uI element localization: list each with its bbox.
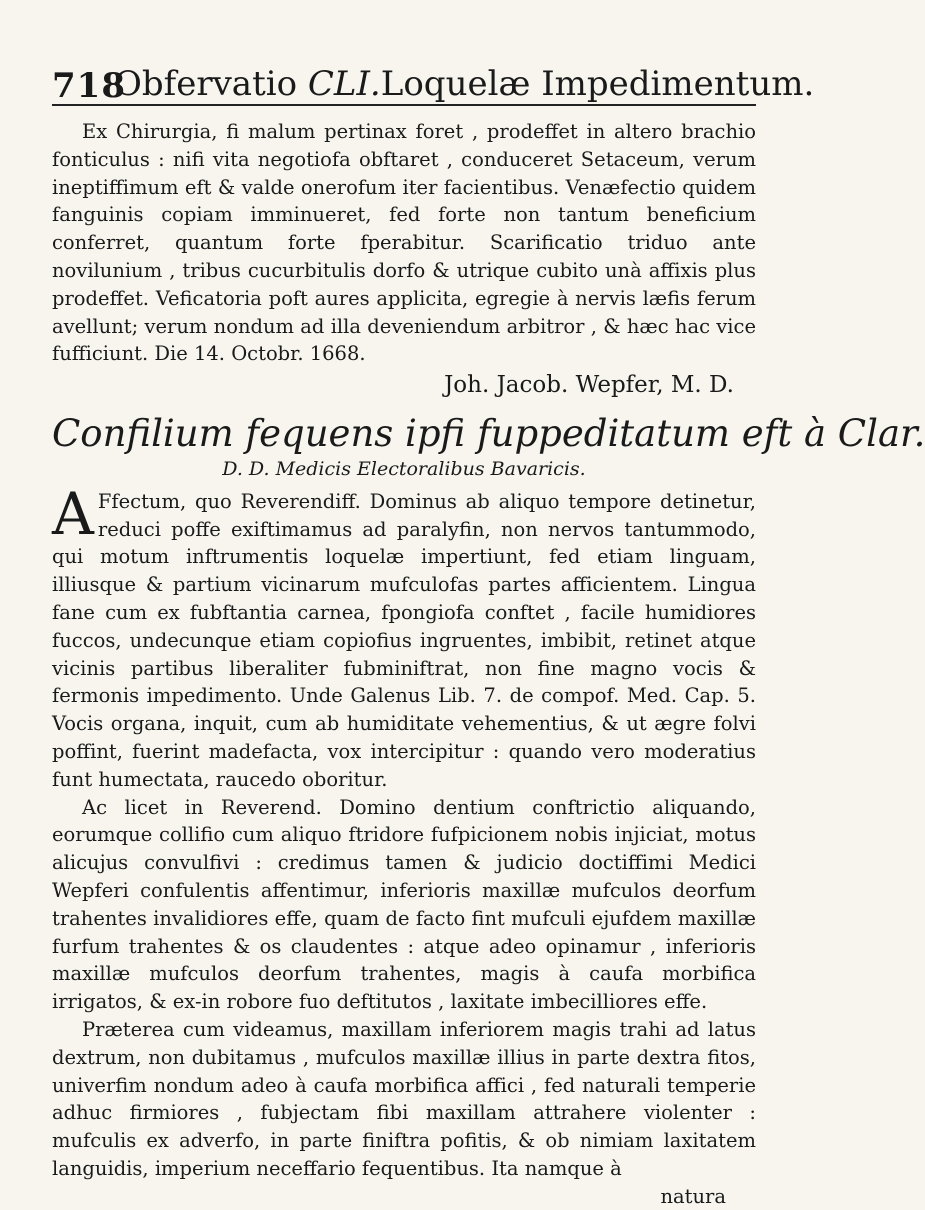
drop-cap: A [52, 479, 94, 548]
section-subtitle: D. D. Medicis Electoralibus Bavaricis. [222, 457, 586, 480]
paragraph-ac-licet: Ac licet in Reverend. Domino dentium conftrictio aliquando, eorumque collifio cum aliquo ftridore fufpicionem nobis injiciat, motus alicujus convulfivi : credimus tamen & judicio doctiffimi Medici Wepferi confulentis affentimur, inferioris maxillæ mufculos deorfum trahentes invalidiores effe, quam de facto fint mufculi ejufdem maxillæ furfum trahentes & os claudentes : atque adeo opinamur , inferioris maxillæ mufculos deorfum trahentes, magis à caufa morbifica irrigatos, & ex-in robore fuo deftitutos , laxitate imbecilliores effe. [52, 795, 756, 1014]
main-text [52, 118, 925, 1210]
running-title [114, 64, 814, 104]
title-prefix: Obfervatio [114, 64, 298, 104]
page-number: 718 [52, 66, 126, 106]
paragraph-affectum-text: Ffectum, quo Reverendiff. Dominus ab aliquo tempore detinetur, reduci poffe exiftimamus ad paralyfin, non nervos tantummodo, qui motum inftrumentis loquelæ impertiunt, fed etiam linguam, illiusque & partium vicinarum mufculofas partes afficientem. Lingua fane cum ex fubftantia carnea, fpongiofa conftet , facile humidiores fuccos, undecunque etiam copiofius ingruentes, imbibit, retinet atque vicinis partibus liberaliter fubminiftrat, non fine magno vocis & fermonis impedimento. Unde Galenus Lib. 7. de compof. Med. Cap. 5. Vocis organa, inquit, cum ab humiditate vehementius, & ut ægre folvi poffint, fuerint madefacta, vox intercipitur : quando vero moderatius funt humectata, raucedo oboritur. [52, 489, 756, 791]
title-number: CLI. [307, 64, 381, 104]
title-rest: Loquelæ Impedimentum. [380, 64, 815, 104]
signature: Joh. Jacob. Wepfer, M. D. [444, 372, 734, 399]
paragraph-chirurgia: Ex Chirurgia, fi malum pertinax foret , prodeffet in altero brachio fonticulus : nifi vita negotiofa obftaret , conduceret Setaceum, verum ineptiffimum eft & valde onerofum iter facientibus. Venæfectio quidem fanguinis copiam imminueret, fed forte non tantum beneficium conferret, quantum forte fperabitur. Scarificatio triduo ante novilunium , tribus cucurbitulis dorfo & utrique cubito unà affixis plus prodeffet. Veficatoria poft aures applicita, egregie à nervis læfis ferum avellunt; verum nondum ad illa deveniendum arbitror , & hæc hac vice fufficiunt. Die 14. Octobr. 1668. [52, 120, 756, 366]
section-title: Confilium fequens ipfi fuppeditatum eft à Clar. [52, 411, 925, 455]
paragraph-affectum [52, 479, 756, 794]
catchword: natura [660, 1184, 726, 1208]
page-header [52, 62, 815, 106]
paragraph-praeterea: Præterea cum videamus, maxillam inferiorem magis trahi ad latus dextrum, non dubitamus , mufculos maxillæ illius in parte dextra fitos, univerfim nondum adeo à caufa morbifica affici , fed naturali temperie adhuc firmiores , fubjectam fibi maxillam attrahere violenter : mufculis ex adverfo, in parte finiftra pofitis, & ob nimiam laxitatem languidis, imperium neceffario fequentibus. Ita namque à [52, 1017, 756, 1180]
